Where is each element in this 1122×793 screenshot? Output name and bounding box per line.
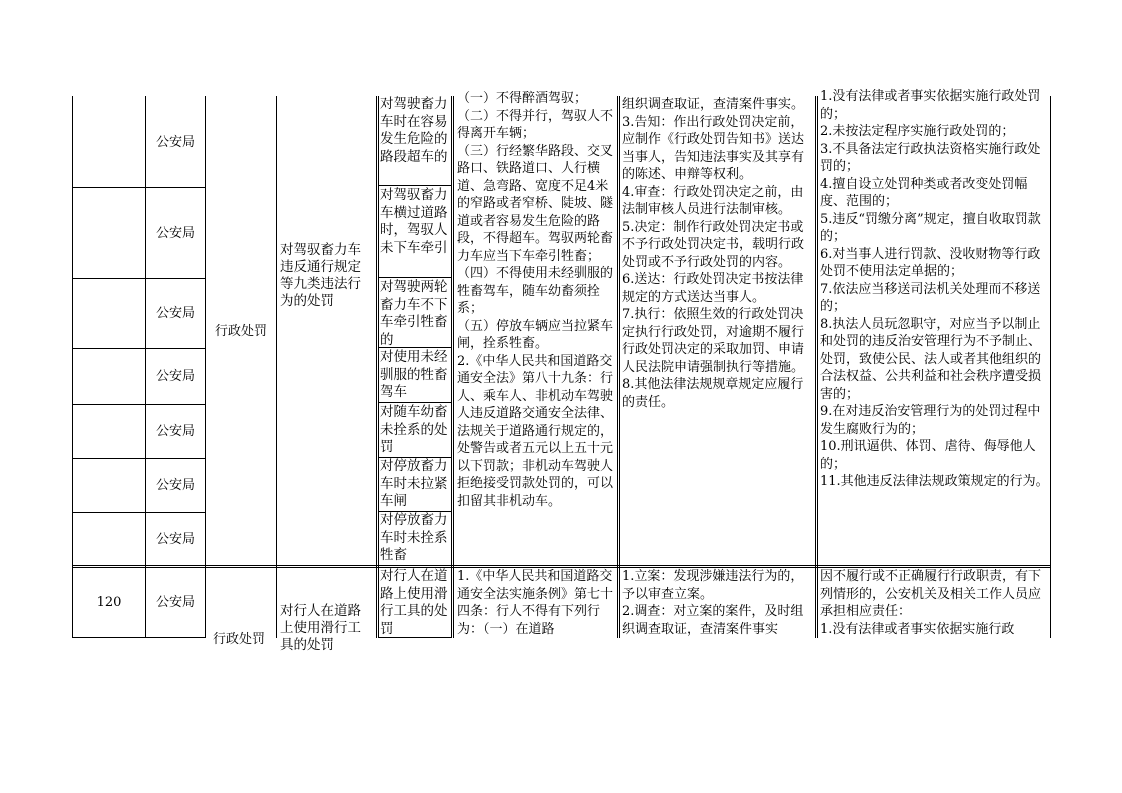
sub-item <box>378 187 451 278</box>
sub-item-text: 对停放畜力车时未拉紧车闸 <box>380 458 448 509</box>
category-cell <box>213 631 275 647</box>
department-cell <box>146 279 205 348</box>
sub-item <box>378 458 451 512</box>
sub-item <box>378 512 451 565</box>
department-label: 公安局 <box>155 134 195 150</box>
col-divider-9 <box>619 96 620 638</box>
sub-item <box>378 404 451 458</box>
col-divider-10 <box>815 96 816 638</box>
process-cell <box>621 96 814 564</box>
item-name-cell <box>280 242 374 322</box>
item-name: 对行人在道路上使用滑行工具的处罚 <box>280 603 361 653</box>
table-border-right <box>1050 96 1051 638</box>
sub-item-text: 对驾驶畜力车时在容易发生危险的路段超车的 <box>380 96 448 165</box>
sub-item <box>378 568 451 638</box>
category-label: 行政处罚 <box>213 632 266 647</box>
col-divider-8 <box>617 96 618 638</box>
legal-basis-cell <box>455 90 616 564</box>
sub-item-text: 对随车幼畜未拴系的处罚 <box>380 404 448 455</box>
department-label: 公安局 <box>155 424 195 439</box>
item-name: 对驾驭畜力车违反通行规定等九类违法行为的处罚 <box>280 242 361 309</box>
department-label: 公安局 <box>155 369 195 384</box>
sub-item-text: 对行人在道路上使用滑行工具的处罚 <box>380 568 448 637</box>
col-divider-11 <box>817 96 818 638</box>
department-label: 公安局 <box>155 478 195 493</box>
record-divider <box>72 565 1051 566</box>
col-divider-4 <box>376 96 377 638</box>
category-label: 行政处罚 <box>214 323 267 339</box>
item-number: 120 <box>96 595 122 610</box>
department-cell <box>146 188 205 278</box>
sub-item-text: 对驾驭畜力车横过道路时，驾驭人未下车牵引 <box>380 187 448 256</box>
legal-basis-cell <box>455 568 616 638</box>
sub-item-text: 对驾驶两轮畜力车不下车牵引牲畜的 <box>380 279 448 348</box>
process-cell <box>621 568 814 638</box>
sub-item-text: 对停放畜力车时未拴系牲畜 <box>380 512 448 563</box>
department-cell <box>146 513 205 565</box>
sub-item <box>378 279 451 348</box>
department-cell <box>146 568 205 637</box>
department-cell <box>146 97 205 187</box>
process-text: 1.立案：发现涉嫌违法行为的，予以审查立案。 2.调查：对立案的案件，及时组织调查取证，查清案件事实 <box>622 569 804 637</box>
department-cell <box>146 405 205 458</box>
legal-basis-text: 1.《中华人民共和国道路交通安全法实施条例》第七十四条：行人不得有下列行为：（一）在道路 <box>457 569 614 637</box>
category-cell <box>206 97 276 565</box>
department-cell <box>146 349 205 404</box>
liability-cell <box>819 88 1049 564</box>
department-label: 公安局 <box>155 306 195 321</box>
table-border-left <box>72 96 73 638</box>
col-divider-3 <box>276 96 277 638</box>
department-label: 公安局 <box>155 595 195 610</box>
legal-basis-text: （一）不得醉酒驾驭； （二）不得并行，驾驭人不得离开车辆； （三）行经繁华路段、交叉路口、铁路道口、人行横道、急弯路、宽度不足4米的窄路或者窄桥、陡坡、隧道或者容易发生危险的路段，不得超车。驾驭两轮畜力车应当下车牵引牲畜； （四）不得使用未经驯服的牲畜驾车，随车幼畜须拴系； （五）停放车辆应当拉紧车闸，拴系牲畜。 2.《中华人民共和国道路交通安全法》第八十九条：行人、乘车人、非机动车驾驶人违反道路交通安全法律、法规关于道路通行规定的，处警告或者五元以上五十元以下罚款；非机动车驾驶人拒绝接受罚款处罚的，可以扣留其非机动车。 <box>457 91 614 509</box>
sub-item <box>378 349 451 403</box>
table-border-bottom <box>72 637 205 638</box>
col-divider-7 <box>453 96 454 638</box>
department-label: 公安局 <box>155 225 195 241</box>
liability-text: 因不履行或不正确履行行政职责，有下列情形的，公安机关及相关工作人员应承担相应责任： 1.没有法律或者事实依据实施行政 <box>820 569 1042 637</box>
department-cell <box>146 459 205 512</box>
sub-item <box>378 96 451 186</box>
liability-cell <box>819 568 1049 638</box>
department-label: 公安局 <box>155 531 195 547</box>
liability-text: 1.没有法律或者事实依据实施行政处罚的； 2.未按法定程序实施行政处罚的； 3.不具备法定行政执法资格实施行政处罚的； 4.擅自设立处罚种类或者改变处罚幅度、范围的； 5.违反“罚缴分离”规定，擅自收取罚款的； 6.对当事人进行罚款、没收财物等行政处罚不使用法定单据的； 7.依法应当移送司法机关处理而不移送的； 8.执法人员玩忽职守，对应当予以制止和处罚的违反治安管理行为不予制止、处罚，致使公民、法人或者其他组织的合法权益、公共利益和社会秩序遭受损害的； 9.在对违反治安管理行为的处罚过程中发生腐败行为的； 10.刑讯逼供、体罚、虐待、侮辱他人的； 11.其他违反法律法规政策规定的行为。 <box>820 89 1049 489</box>
col-divider-6 <box>451 96 452 638</box>
sub-item-text: 对使用未经驯服的牲畜驾车 <box>380 349 448 400</box>
item-name-cell <box>280 603 374 653</box>
process-text: 组织调查取证，查清案件事实。 3.告知：作出行政处罚决定前，应制作《行政处罚告知书》送达当事人，告知违法事实及其享有的陈述、申辩等权利。 4.审查：行政处罚决定之前，由法制审核人员进行法制审核。 5.决定：制作行政处罚决定书或不予行政处罚决定书，载明行政处罚或不予行政处罚的内容。 6.送达：行政处罚决定书按法律规定的方式送达当事人。 7.执行：依照生效的行政处罚决定执行行政处罚，对逾期不履行行政处罚决定的采取加罚、申请人民法院申请强制执行等措施。 8.其他法律法规规章规定应履行的责任。 <box>622 97 805 410</box>
item-number-cell <box>73 568 145 637</box>
